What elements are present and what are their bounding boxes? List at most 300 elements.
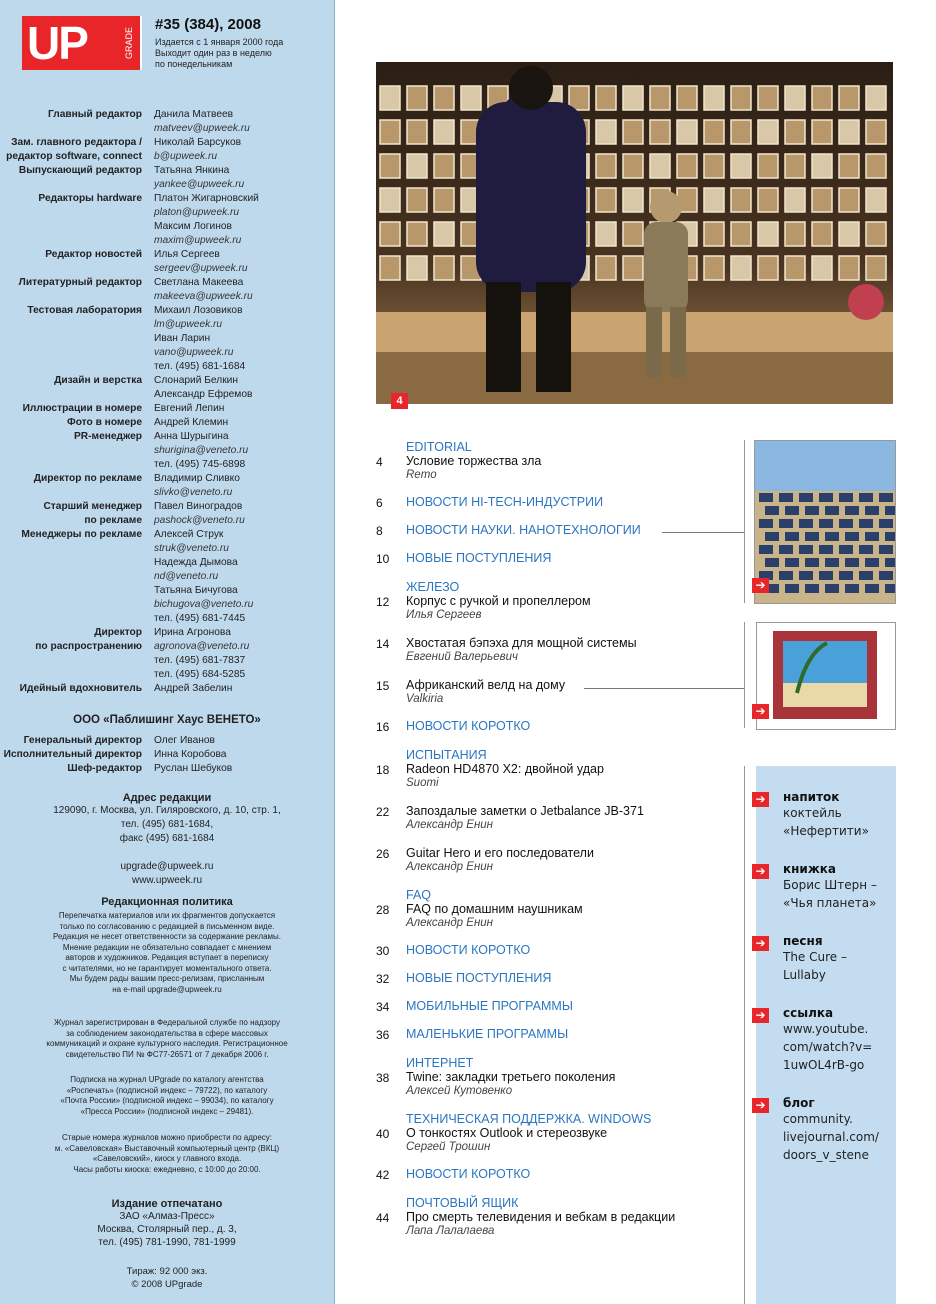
staff-role-line: Менеджеры по рекламе — [21, 529, 142, 540]
policy-line: только по согласованию с редакцией в письменном виде. — [59, 921, 275, 931]
solar-panel — [865, 584, 879, 593]
solar-panel — [859, 519, 873, 528]
solar-panel — [859, 545, 873, 554]
toc-section: НОВОСТИ НАУКИ. НАНОТЕХНОЛОГИИ — [406, 523, 641, 537]
toc-page-number: 36 — [376, 1028, 390, 1042]
solar-panel — [785, 584, 799, 593]
staff-role — [0, 136, 154, 164]
portrait-frame — [434, 256, 454, 280]
recommendation-value: Борис Штерн – — [783, 878, 877, 892]
recommendation-item — [783, 1006, 872, 1074]
portrait-frame — [650, 86, 670, 110]
portrait-frame — [623, 222, 643, 246]
policy-line: с читателями, но не гарантирует моментального ответа. — [62, 963, 272, 973]
portrait-frame — [407, 154, 427, 178]
staff-email: slivko@veneto.ru — [154, 487, 233, 498]
portrait-frame — [785, 154, 805, 178]
portrait-frame — [866, 256, 886, 280]
staff-email: nd@veneto.ru — [154, 571, 219, 582]
toc-section: ИСПЫТАНИЯ — [406, 748, 487, 762]
staff-names — [154, 402, 334, 416]
staff-name: Евгений Лепин — [154, 403, 225, 414]
staff-names — [154, 108, 334, 136]
solar-panel — [825, 532, 839, 541]
masthead-sidebar — [0, 0, 335, 1304]
staff-email: platon@upweek.ru — [154, 207, 240, 218]
staff-role — [0, 528, 154, 626]
portrait-frame — [434, 86, 454, 110]
logo-text: UP — [27, 17, 87, 69]
portrait-frame — [569, 86, 589, 110]
staff-name: тел. (495) 681-7445 — [154, 613, 246, 624]
staff-name: Алексей Струк — [154, 529, 224, 540]
subscription-block — [0, 1075, 334, 1117]
staff-names — [154, 164, 334, 192]
portrait-frame — [839, 154, 859, 178]
toc-title: Radeon HD4870 X2: двойной удар — [406, 762, 604, 776]
printed-heading: Издание отпечатано — [111, 1198, 223, 1210]
staff-name: Илья Сергеев — [154, 249, 220, 260]
solar-panel — [785, 506, 799, 515]
portrait-frame — [785, 120, 805, 144]
solar-panel — [839, 571, 853, 580]
solar-panel — [879, 545, 893, 554]
portrait-frame — [623, 256, 643, 280]
staff-email: yankee@upweek.ru — [154, 179, 245, 190]
staff-row — [0, 164, 334, 192]
staff-names — [154, 430, 334, 472]
solar-panel — [799, 545, 813, 554]
portrait-frame — [596, 188, 616, 212]
toc-title: Африканский велд на дому — [406, 678, 566, 692]
toc-section: ИНТЕРНЕТ — [406, 1056, 474, 1070]
staff-name: Максим Логинов — [154, 221, 232, 232]
staff-row — [0, 472, 334, 500]
registration-line: коммуникаций и охране культурного наследия. Регистрационное — [46, 1039, 288, 1048]
solar-panel — [779, 519, 793, 528]
portrait-frame — [596, 86, 616, 110]
solar-panel — [805, 506, 819, 515]
printed-line: ЗАО «Алмаз-Пресс» — [119, 1211, 215, 1222]
staff-name: тел. (495) 681-1684 — [154, 361, 246, 372]
staff-role — [0, 248, 154, 276]
staff-role — [0, 416, 154, 430]
staff-role-line: Главный редактор — [47, 109, 142, 120]
recommendation-value: www.youtube. — [783, 1022, 869, 1036]
solar-panel — [759, 545, 773, 554]
portrait-frame — [812, 256, 832, 280]
staff-name: Данила Матвеев — [154, 109, 234, 120]
staff-role-line: Литературный редактор — [18, 277, 142, 288]
solar-panels-thumbnail — [754, 440, 896, 604]
solar-panel — [779, 493, 793, 502]
policy-block — [0, 896, 334, 995]
staff-name: Павел Виноградов — [154, 501, 243, 512]
portrait-frame — [785, 256, 805, 280]
staff-role-line: Иллюстрации в номере — [22, 403, 142, 414]
staff-role — [0, 402, 154, 416]
toc-section: ТЕХНИЧЕСКАЯ ПОДДЕРЖКА. WINDOWS — [406, 1112, 652, 1126]
portrait-frame — [380, 120, 400, 144]
staff-name: Татьяна Бичугова — [154, 585, 238, 596]
policy-line: Мы будем рады вашим пресс-релизам, присланным — [69, 974, 265, 983]
portrait-frame — [731, 188, 751, 212]
staff-name: Николай Барсуков — [154, 137, 242, 148]
solar-panel — [759, 493, 773, 502]
backissues-line: Старые номера журналов можно приобрести по адресу: — [61, 1133, 273, 1142]
recommendation-value: doors_v_stene — [783, 1148, 869, 1162]
arrow-icon: ➔ — [752, 792, 769, 807]
toc-section: НОВЫЕ ПОСТУПЛЕНИЯ — [406, 551, 552, 565]
photo-illustration — [376, 62, 893, 404]
solar-panel — [785, 532, 799, 541]
portrait-frame — [866, 86, 886, 110]
portrait-frame — [785, 86, 805, 110]
staff-role-line: Идейный вдохновитель — [19, 683, 142, 694]
staff-email: makeeva@upweek.ru — [154, 291, 253, 302]
portrait-frame — [866, 222, 886, 246]
solar-panel — [785, 558, 799, 567]
backissues-line: «Савеловский», киоск у главного входа. — [92, 1154, 242, 1163]
staff-role-line: Фото в номере — [67, 417, 142, 428]
recommendation-value: коктейль — [783, 806, 842, 820]
staff-row — [0, 430, 334, 472]
toc-page-number: 22 — [376, 805, 390, 819]
toc-page-number: 8 — [376, 524, 383, 538]
photo-page-badge: 4 — [391, 393, 408, 409]
staff-role-line: Старший менеджер — [43, 501, 142, 512]
portrait-frame — [812, 120, 832, 144]
circulation-block — [0, 1266, 334, 1291]
solar-panel — [765, 532, 779, 541]
toc-page-number: 12 — [376, 595, 390, 609]
recommendation-key: напиток — [783, 790, 840, 804]
recommendation-key: блог — [783, 1096, 815, 1110]
toc-title: FAQ по домашним наушникам — [406, 902, 583, 916]
portrait-frame — [596, 154, 616, 178]
solar-panel — [859, 571, 873, 580]
solar-panel — [779, 545, 793, 554]
staff-name: Владимир Сливко — [154, 473, 240, 484]
staff-names — [154, 626, 334, 682]
connector-line — [744, 622, 745, 728]
solar-panel — [805, 532, 819, 541]
solar-panel — [765, 506, 779, 515]
portrait-frame — [380, 86, 400, 110]
staff-role-line: Редактор новостей — [45, 249, 142, 260]
backissues-line: Часы работы киоска: ежедневно, с 10:00 до 20:00. — [73, 1164, 261, 1174]
publisher-role: Шеф-редактор — [67, 763, 142, 774]
portrait-frame — [407, 188, 427, 212]
staff-role — [0, 472, 154, 500]
toc-section: НОВЫЕ ПОСТУПЛЕНИЯ — [406, 971, 552, 985]
subscription-line: «Роспечать» (подписной индекс – 79722), по каталогу — [66, 1085, 268, 1095]
staff-names — [154, 304, 334, 374]
address-line: тел. (495) 681-1684, — [120, 819, 214, 830]
staff-name: Андрей Забелин — [154, 683, 233, 694]
upgrade-logo — [22, 16, 140, 70]
toc-section: НОВОСТИ КОРОТКО — [406, 719, 531, 733]
toc-title: Guitar Hero и его последователи — [406, 846, 594, 860]
recommendation-value: com/watch?v= — [783, 1040, 873, 1054]
publisher-row — [0, 748, 334, 762]
toc-author: Алексей Кутовенко — [406, 1085, 513, 1097]
staff-name: тел. (495) 684-5285 — [154, 669, 246, 680]
staff-email: agronova@veneto.ru — [154, 641, 250, 652]
staff-email: shurigina@veneto.ru — [154, 445, 249, 456]
toc-page-number: 4 — [376, 455, 383, 469]
staff-email: maxim@upweek.ru — [154, 235, 242, 246]
solar-panel — [805, 584, 819, 593]
staff-names — [154, 416, 334, 430]
solar-panel — [885, 506, 895, 515]
portrait-frame — [596, 120, 616, 144]
toc-page-number: 40 — [376, 1127, 390, 1141]
staff-row — [0, 402, 334, 416]
staff-row — [0, 192, 334, 248]
portrait-frame — [758, 154, 778, 178]
portrait-frame — [623, 188, 643, 212]
portrait-frame — [839, 188, 859, 212]
toc-page-number: 28 — [376, 903, 390, 917]
solar-panel — [825, 506, 839, 515]
toc-page-number: 34 — [376, 1000, 390, 1014]
printed-lines — [0, 1210, 334, 1249]
portrait-frame — [434, 154, 454, 178]
staff-email: lm@upweek.ru — [154, 319, 223, 330]
staff-name: Ирина Агронова — [154, 627, 231, 638]
staff-role-line: Редакторы hardware — [38, 193, 142, 204]
portrait-frame — [839, 222, 859, 246]
toc-author: Александр Енин — [406, 861, 493, 873]
publisher-name: ООО «Паблишинг Хаус ВЕНЕТО» — [73, 714, 261, 726]
portrait-frame — [704, 222, 724, 246]
toc-page-number: 16 — [376, 720, 390, 734]
toc-page-number: 30 — [376, 944, 390, 958]
solar-panel — [879, 493, 893, 502]
toc-page-number: 18 — [376, 763, 390, 777]
issue-line-1: Издается с 1 января 2000 года — [155, 37, 284, 47]
staff-email: bichugova@veneto.ru — [154, 599, 254, 610]
solar-panel — [845, 532, 859, 541]
toc-section: ЖЕЛЕЗО — [406, 580, 460, 594]
toc-author: Сергей Трошин — [406, 1141, 491, 1153]
staff-role-line: Директор — [94, 627, 142, 638]
portrait-frame — [758, 86, 778, 110]
publisher-role: Исполнительный директор — [3, 749, 142, 760]
portrait-frame — [407, 86, 427, 110]
portrait-frame — [596, 256, 616, 280]
solar-panel — [825, 584, 839, 593]
address-line: 129090, г. Москва, ул. Гиляровского, д. 10, стр. 1, — [53, 805, 281, 816]
staff-names — [154, 136, 334, 164]
address-line: upgrade@upweek.ru — [120, 861, 214, 872]
portrait-frame — [866, 188, 886, 212]
solar-panel — [845, 506, 859, 515]
staff-name: тел. (495) 681-7837 — [154, 655, 246, 666]
recommendation-key: ссылка — [783, 1006, 834, 1020]
toc-title: Про смерть телевидения и вебкам в редакции — [406, 1210, 676, 1224]
recommendation-value: community. — [783, 1112, 853, 1126]
printed-line: тел. (495) 781-1990, 781-1999 — [98, 1237, 236, 1248]
recommendation-value: 1uwOL4rB-go — [783, 1058, 865, 1072]
cover-photo — [376, 62, 893, 404]
staff-names — [154, 276, 334, 304]
staff-name: Платон Жигарновский — [154, 193, 259, 204]
toc-section: МАЛЕНЬКИЕ ПРОГРАММЫ — [406, 1027, 569, 1041]
arrow-icon: ➔ — [752, 1098, 769, 1113]
printed-block — [0, 1198, 334, 1249]
toc-title: Корпус с ручкой и пропеллером — [406, 594, 591, 608]
registration-line: за соблюдением законодательства в сфере массовых — [66, 1028, 268, 1038]
staff-name: Светлана Макеева — [154, 277, 244, 288]
staff-role — [0, 430, 154, 472]
address-heading: Адрес редакции — [122, 792, 212, 804]
staff-row — [0, 248, 334, 276]
registration-line: свидетельство ПИ № ФС77-26571 от 7 декабря 2006 г. — [65, 1049, 269, 1059]
portrait-frame — [623, 154, 643, 178]
solar-panel — [765, 558, 779, 567]
solar-panel — [805, 558, 819, 567]
recommendation-value: livejournal.com/ — [783, 1130, 879, 1144]
portrait-frame — [704, 188, 724, 212]
portrait-frame — [677, 154, 697, 178]
policy-line: Мнение редакции не обязательно совпадает с мнением — [62, 942, 272, 952]
toc-author: Suomi — [406, 777, 439, 789]
toc-page-number: 14 — [376, 637, 390, 651]
toc-section: НОВОСТИ HI-TECH-ИНДУСТРИИ — [406, 495, 604, 509]
staff-role-line: Выпускающий редактор — [18, 165, 142, 176]
publisher-row — [0, 734, 334, 748]
staff-names — [154, 682, 334, 696]
policy-line: Перепечатка материалов или их фрагментов допускается — [58, 911, 276, 920]
solar-panel — [885, 558, 895, 567]
toc-section: МОБИЛЬНЫЕ ПРОГРАММЫ — [406, 999, 573, 1013]
portrait-frame — [650, 154, 670, 178]
staff-role-line: PR-менеджер — [73, 431, 142, 442]
portrait-frame — [407, 222, 427, 246]
staff-role — [0, 108, 154, 136]
staff-name: Анна Шурыгина — [154, 431, 229, 442]
staff-email: struk@veneto.ru — [154, 543, 229, 554]
portrait-frame — [623, 120, 643, 144]
staff-name: Андрей Клемин — [154, 417, 229, 428]
logo-grade: GRADE — [124, 16, 142, 70]
toc-title: Условие торжества зла — [406, 454, 542, 468]
recommendation-item — [783, 862, 877, 912]
solar-panel — [819, 545, 833, 554]
portrait-frame — [434, 222, 454, 246]
toc-section: НОВОСТИ КОРОТКО — [406, 1167, 531, 1181]
portrait-frame — [623, 86, 643, 110]
staff-role — [0, 276, 154, 304]
connector-line — [744, 766, 745, 1304]
staff-role — [0, 192, 154, 248]
solar-panel — [845, 558, 859, 567]
arrow-icon: ➔ — [752, 578, 769, 593]
portrait-frame — [785, 222, 805, 246]
portrait-frame — [866, 154, 886, 178]
portrait-frame — [839, 86, 859, 110]
portrait-frame — [704, 86, 724, 110]
solar-panels-illustration — [755, 441, 895, 603]
address-block — [0, 792, 334, 888]
recommendation-value: The Cure – — [783, 950, 847, 964]
portrait-frame — [650, 120, 670, 144]
issue-line-3: по понедельникам — [155, 59, 233, 69]
portrait-frame — [812, 86, 832, 110]
publisher-people — [0, 734, 334, 776]
portrait-frame — [461, 86, 481, 110]
portrait-frame — [839, 256, 859, 280]
issue-number: #35 (384), 2008 — [155, 16, 261, 33]
portrait-frame — [380, 154, 400, 178]
arrow-icon: ➔ — [752, 704, 769, 719]
solar-panel — [799, 571, 813, 580]
solar-panel — [839, 545, 853, 554]
recommendation-item — [783, 934, 847, 984]
solar-panel — [879, 571, 893, 580]
staff-row — [0, 108, 334, 136]
solar-panel — [865, 506, 879, 515]
staff-row — [0, 276, 334, 304]
publisher-person: Руслан Шебуков — [154, 763, 233, 774]
staff-role-line: Директор по рекламе — [33, 473, 142, 484]
staff-role-line: Дизайн и верстка — [54, 375, 142, 386]
portrait-frame — [758, 188, 778, 212]
portrait-frame — [677, 120, 697, 144]
portrait-frame — [704, 256, 724, 280]
portrait-frame — [704, 120, 724, 144]
publisher-person: Инна Коробова — [154, 749, 227, 760]
staff-role-line: редактор software, connect — [6, 151, 142, 162]
solar-panel — [799, 493, 813, 502]
circulation-line: Тираж: 92 000 экз. — [126, 1266, 208, 1277]
toc-author: Евгений Валерьевич — [406, 651, 518, 663]
staff-name: Александр Ефремов — [154, 389, 253, 400]
staff-role-line: Зам. главного редактора / — [11, 137, 142, 148]
toc-title: Хвостатая бэпэха для мощной системы — [406, 636, 637, 650]
staff-row — [0, 626, 334, 682]
solar-panel — [825, 558, 839, 567]
address-line: факс (495) 681-1684 — [119, 833, 215, 844]
toc-section: EDITORIAL — [406, 440, 472, 454]
staff-row — [0, 682, 334, 696]
screensaver-thumbnail — [756, 622, 896, 730]
connector-line — [584, 688, 744, 689]
staff-name: тел. (495) 745-6898 — [154, 459, 246, 470]
address-lines — [0, 804, 334, 888]
solar-panel — [839, 519, 853, 528]
policy-heading: Редакционная политика — [101, 896, 233, 908]
staff-email: b@upweek.ru — [154, 151, 218, 162]
portrait-frame — [839, 120, 859, 144]
circulation-line: © 2008 UPgrade — [131, 1278, 203, 1290]
staff-name: Надежда Дымова — [154, 557, 238, 568]
portrait-frame — [596, 222, 616, 246]
solar-panel — [885, 532, 895, 541]
staff-role-line: Тестовая лаборатория — [27, 305, 142, 316]
portrait-frame — [380, 188, 400, 212]
solar-panel — [879, 519, 893, 528]
subscription-line: Подписка на журнал UPgrade по каталогу агентства — [70, 1075, 264, 1084]
staff-name: Иван Ларин — [154, 333, 211, 344]
staff-names — [154, 472, 334, 500]
portrait-frame — [407, 120, 427, 144]
solar-panel — [819, 571, 833, 580]
staff-row — [0, 416, 334, 430]
toc-page-number: 42 — [376, 1168, 390, 1182]
